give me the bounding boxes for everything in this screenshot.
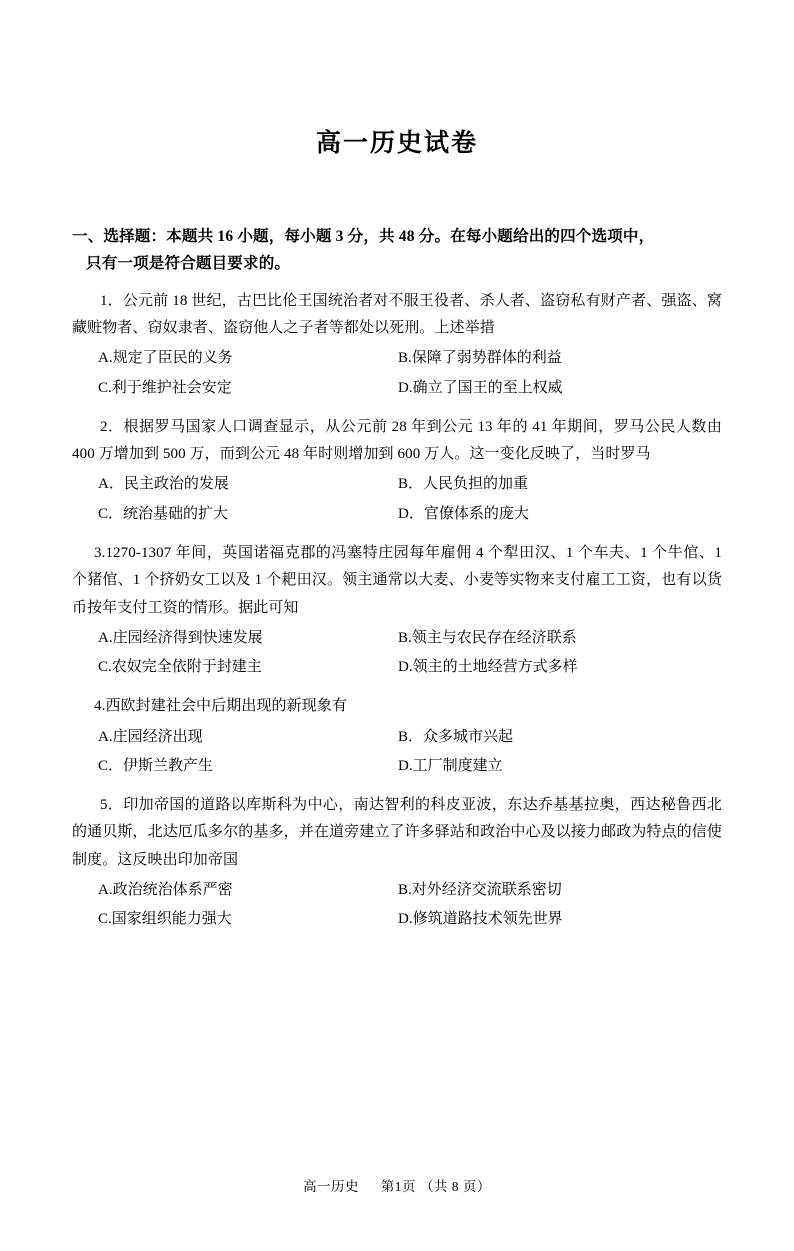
page-footer <box>0 1175 794 1195</box>
option-row <box>72 344 722 373</box>
question-options <box>72 723 722 782</box>
option-row <box>72 723 722 752</box>
question-item <box>72 693 722 781</box>
option-row <box>72 500 722 529</box>
option-row <box>72 653 722 682</box>
question-item <box>72 540 722 682</box>
question-options <box>72 624 722 683</box>
page-title: 高一历史试卷 <box>315 130 478 157</box>
option-b[interactable]: B.对外经济交流联系密切 <box>398 882 562 899</box>
question-stem: 1．公元前 18 世纪，古巴比伦王国统治者对不服王役者、杀人者、盗窃私有财产者、强盗、窝藏赃物者、窃奴隶者、盗窃他人之子者等都处以死刑。上述举措 <box>72 292 722 337</box>
footer-subject: 高一历史 <box>303 1179 360 1194</box>
option-row <box>72 905 722 934</box>
question-stem: 3.1270-1307 年间，英国诺福克郡的冯塞特庄园每年雇佣 4 个犁田汉、1 个车夫、1 个牛倌、1 个猪倌、1 个挤奶女工以及 1 个耙田汉。领主通常以大麦、小麦等实物来支付雇工工资，也有以货币按年支付工资的情形。据此可知 <box>72 544 722 616</box>
question-options <box>72 344 722 403</box>
option-d[interactable]: D．官僚体系的庞大 <box>398 505 529 522</box>
question-options <box>72 876 722 935</box>
question-stem: 2．根据罗马国家人口调查显示，从公元前 28 年到公元 13 年的 41 年期间，罗马公民人数由 400 万增加到 500 万，而到公元 48 年时则增加到 600 万人。这一变化反映了，当时罗马 <box>72 418 722 463</box>
question-stem: 4.西欧封建社会中后期出现的新现象有 <box>94 698 348 715</box>
exam-paper-page <box>0 128 794 1251</box>
option-c[interactable]: C．伊斯兰教产生 <box>98 757 214 774</box>
question-options <box>72 470 722 529</box>
footer-total-pages: （共 8 页） <box>419 1179 491 1194</box>
option-a[interactable]: A.规定了臣民的义务 <box>98 350 233 367</box>
option-d[interactable]: D.领主的土地经营方式多样 <box>398 659 578 676</box>
option-b[interactable]: B.保障了弱势群体的利益 <box>398 350 562 367</box>
option-c[interactable]: C．统治基础的扩大 <box>98 505 229 522</box>
option-a[interactable]: A．民主政治的发展 <box>98 476 229 493</box>
option-c[interactable]: C.农奴完全依附于封建主 <box>98 659 262 676</box>
question-item <box>72 414 722 529</box>
option-b[interactable]: B．人民负担的加重 <box>398 476 529 493</box>
option-row <box>72 374 722 403</box>
option-b[interactable]: B．众多城市兴起 <box>398 728 514 745</box>
option-a[interactable]: A.庄园经济得到快速发展 <box>98 629 263 646</box>
section-heading-line-1: 一、选择题：本题共 16 小题，每小题 3 分，共 48 分。在每小题给出的四个选项中， <box>72 227 655 245</box>
option-c[interactable]: C.国家组织能力强大 <box>98 911 232 928</box>
question-stem: 5．印加帝国的道路以库斯科为中心，南达智利的科皮亚波，东达乔基基拉奥，西达秘鲁西北的通贝斯，北达厄瓜多尔的基多，并在道旁建立了许多驿站和政治中心及以接力邮政为特点的信使制度。这反映出印加帝国 <box>72 797 722 868</box>
option-b[interactable]: B.领主与农民存在经济联系 <box>398 629 577 646</box>
option-row <box>72 624 722 653</box>
option-c[interactable]: C.利于维护社会安定 <box>98 379 232 396</box>
option-row <box>72 752 722 781</box>
option-d[interactable]: D.确立了国王的至上权威 <box>398 379 563 396</box>
option-d[interactable]: D.工厂制度建立 <box>398 757 503 774</box>
option-a[interactable]: A.庄园经济出现 <box>98 728 203 745</box>
question-item <box>72 288 722 403</box>
question-item <box>72 792 722 934</box>
section-heading <box>72 223 722 277</box>
option-row <box>72 470 722 499</box>
section-heading-line-2: 只有一项是符合题目要求的。 <box>86 254 291 272</box>
option-row <box>72 876 722 905</box>
footer-page-number: 第1页 <box>380 1179 417 1194</box>
option-a[interactable]: A.政治统治体系严密 <box>98 882 233 899</box>
option-d[interactable]: D.修筑道路技术领先世界 <box>398 911 563 928</box>
